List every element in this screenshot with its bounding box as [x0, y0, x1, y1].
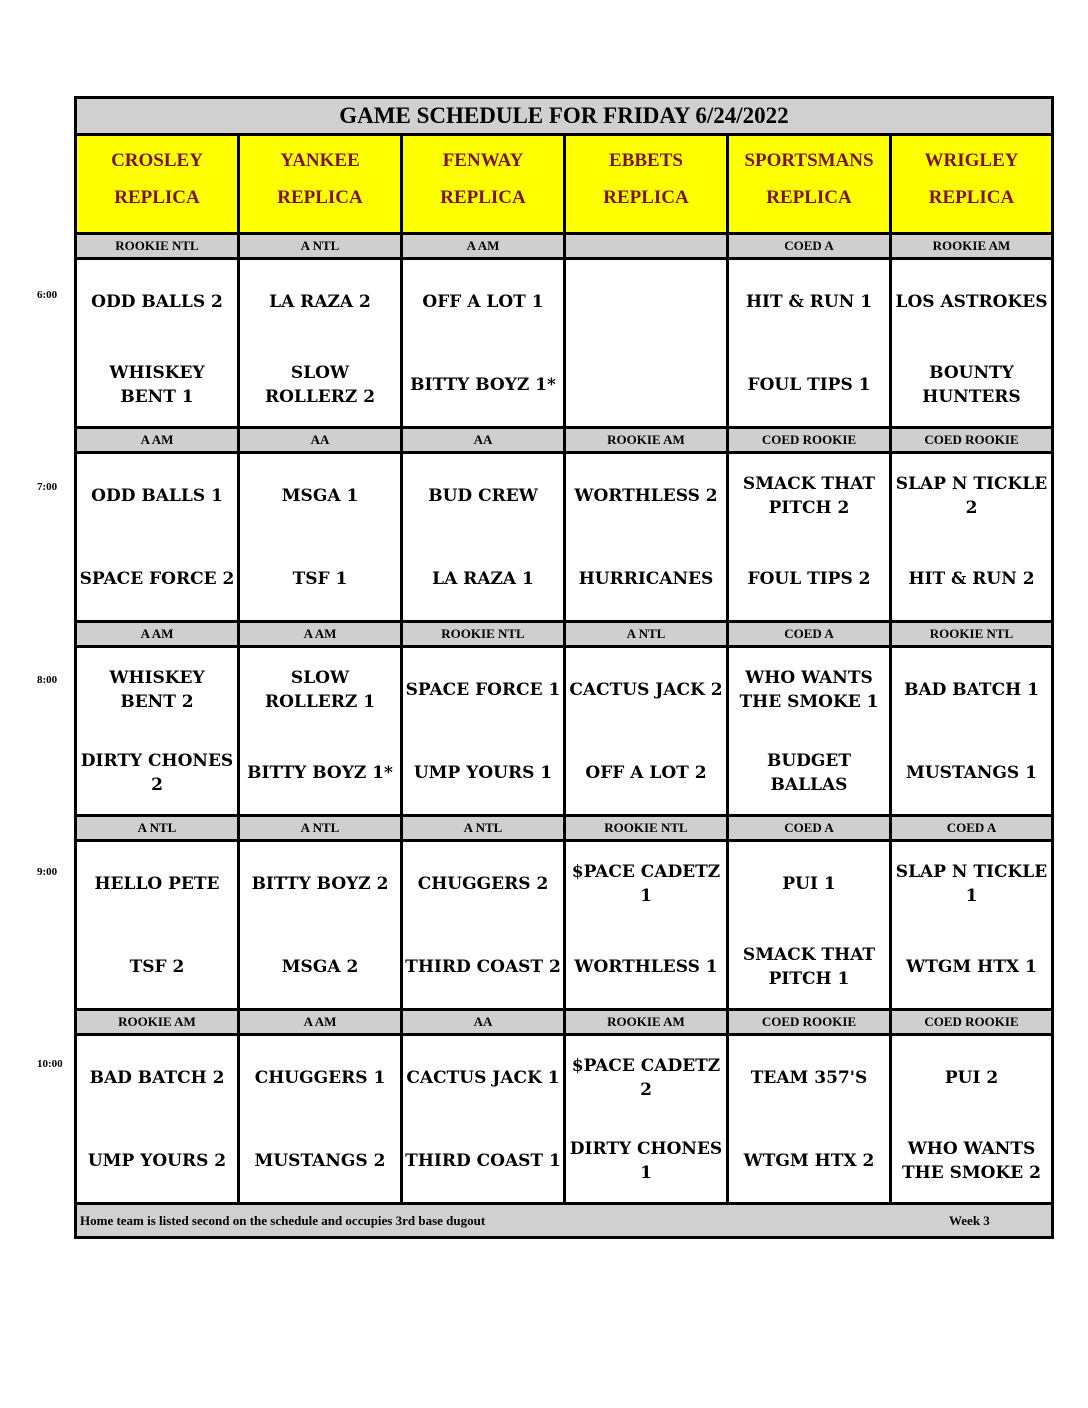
division-label: ROOKIE AM: [566, 1011, 729, 1033]
venue-type: REPLICA: [440, 187, 526, 208]
game-cell: [240, 260, 403, 426]
home-team: WORTHLESS 1: [574, 957, 718, 977]
division-label: A AM: [403, 235, 566, 257]
venue-header-row: [77, 136, 1051, 235]
home-team: HURRICANES: [578, 569, 714, 589]
home-team: UMP YOURS 1: [413, 763, 553, 783]
game-cell: [892, 260, 1051, 426]
away-team: $PACE CADETZ 1: [571, 862, 721, 906]
home-team: DIRTY CHONES 1: [569, 1139, 723, 1183]
away-team: SMACK THAT PITCH 2: [742, 474, 876, 518]
game-row: [77, 454, 1051, 623]
footer: [77, 1205, 1051, 1236]
division-label: ROOKIE AM: [932, 238, 1011, 253]
away-team: HIT & RUN 1: [745, 292, 873, 312]
division-label: A NTL: [240, 235, 403, 257]
home-team: MSGA 2: [281, 957, 359, 977]
home-team: DIRTY CHONES 2: [80, 751, 234, 795]
division-row: [77, 817, 1051, 842]
game-cell: [403, 260, 566, 426]
venue-type: REPLICA: [928, 187, 1015, 208]
game-cell: [892, 842, 1051, 1008]
division-label: A NTL: [240, 817, 403, 839]
game-cell: [729, 260, 892, 426]
time-slots: [77, 235, 1051, 1205]
game-cell: [403, 1036, 566, 1202]
division-label: A NTL: [403, 817, 566, 839]
division-label: COED ROOKIE: [729, 429, 892, 451]
away-team: $PACE CADETZ 2: [571, 1056, 721, 1100]
division-label: COED A: [729, 623, 892, 645]
game-cell: [729, 648, 892, 814]
away-team: LOS ASTROKES: [895, 292, 1048, 312]
venue-header: [566, 136, 729, 232]
home-team: SLOW ROLLERZ 2: [264, 363, 376, 407]
division-row: [77, 1011, 1051, 1036]
division-label: COED A: [946, 820, 997, 835]
away-team: WHISKEY BENT 2: [109, 668, 205, 712]
game-cell: [892, 454, 1051, 620]
away-team: SLOW ROLLERZ 1: [264, 668, 376, 712]
home-team: WTGM HTX 1: [906, 957, 1037, 977]
game-cell: [566, 260, 729, 426]
venue-name: YANKEE: [280, 150, 360, 171]
home-team: FOUL TIPS 1: [747, 375, 871, 395]
home-team: BITTY BOYZ 1*: [247, 763, 393, 783]
home-team: WTGM HTX 2: [743, 1151, 875, 1171]
division-row: [77, 429, 1051, 454]
away-team: SLAP N TICKLE 1: [895, 862, 1048, 906]
division-label: A AM: [77, 429, 240, 451]
away-team: ODD BALLS 1: [91, 486, 223, 506]
game-cell: [77, 454, 240, 620]
game-cell: [240, 1036, 403, 1202]
venue-header: [729, 136, 892, 232]
away-team: HELLO PETE: [94, 874, 220, 894]
home-team: OFF A LOT 2: [585, 763, 707, 783]
division-label: COED A: [729, 817, 892, 839]
away-team: PUI 1: [782, 874, 836, 894]
time-label: 8:00: [37, 674, 58, 686]
game-row: [77, 1036, 1051, 1205]
division-label: AA: [403, 1011, 566, 1033]
game-cell: [892, 1036, 1051, 1202]
away-team: ODD BALLS 2: [91, 292, 223, 312]
venue-type: REPLICA: [603, 187, 689, 208]
venue-type: REPLICA: [114, 187, 200, 208]
division-label: COED ROOKIE: [924, 432, 1019, 447]
time-label: 9:00: [37, 866, 58, 878]
game-cell: [729, 842, 892, 1008]
division-label: COED ROOKIE: [729, 1011, 892, 1033]
page-title: GAME SCHEDULE FOR FRIDAY 6/24/2022: [77, 99, 1051, 136]
away-team: MSGA 1: [281, 486, 359, 506]
division-label: ROOKIE NTL: [77, 235, 240, 257]
venue-name: WRIGLEY: [924, 150, 1019, 171]
game-row: [77, 260, 1051, 429]
game-cell: [566, 648, 729, 814]
game-cell: [729, 1036, 892, 1202]
home-team: THIRD COAST 2: [405, 957, 561, 977]
venue-header: [240, 136, 403, 232]
away-team: SPACE FORCE 1: [405, 680, 561, 700]
away-team: WORTHLESS 2: [574, 486, 718, 506]
division-label: ROOKIE AM: [77, 1011, 240, 1033]
home-team: SPACE FORCE 2: [79, 569, 235, 589]
away-team: BAD BATCH 1: [904, 680, 1039, 700]
home-team: WHO WANTS THE SMOKE 2: [902, 1139, 1041, 1183]
away-team: CACTUS JACK 2: [569, 680, 723, 700]
away-team: TEAM 357'S: [750, 1068, 868, 1088]
game-cell: [77, 260, 240, 426]
away-team: CACTUS JACK 1: [406, 1068, 560, 1088]
home-team: HIT & RUN 2: [908, 569, 1035, 589]
division-label: A AM: [240, 1011, 403, 1033]
division-label: COED A: [729, 235, 892, 257]
away-team: OFF A LOT 1: [422, 292, 544, 312]
venue-header: [77, 136, 240, 232]
game-cell: [77, 1036, 240, 1202]
home-team: TSF 2: [129, 957, 185, 977]
home-team: FOUL TIPS 2: [747, 569, 871, 589]
division-label: COED ROOKIE: [924, 1014, 1019, 1029]
home-team: MUSTANGS 2: [254, 1151, 386, 1171]
away-team: BAD BATCH 2: [89, 1068, 225, 1088]
home-team: UMP YOURS 2: [87, 1151, 227, 1171]
time-label: 7:00: [37, 481, 58, 493]
game-cell: [77, 842, 240, 1008]
away-team: BITTY BOYZ 2: [251, 874, 389, 894]
away-team: CHUGGERS 1: [254, 1068, 386, 1088]
home-team: MUSTANGS 1: [906, 763, 1037, 783]
game-cell: [403, 648, 566, 814]
game-cell: [240, 842, 403, 1008]
venue-name: EBBETS: [609, 150, 683, 171]
division-label: A AM: [77, 623, 240, 645]
time-label: 10:00: [37, 1058, 63, 1070]
away-team: SLAP N TICKLE 2: [895, 474, 1048, 518]
venue-name: FENWAY: [442, 150, 524, 171]
division-label: AA: [240, 429, 403, 451]
away-team: LA RAZA 2: [269, 292, 371, 312]
game-cell: [566, 454, 729, 620]
away-team: [568, 272, 724, 332]
away-team: BUD CREW: [428, 486, 538, 506]
division-row: [77, 623, 1051, 648]
game-cell: [729, 454, 892, 620]
venue-type: REPLICA: [277, 187, 363, 208]
away-team: WHO WANTS THE SMOKE 1: [739, 668, 879, 712]
division-label: A NTL: [566, 623, 729, 645]
division-label: ROOKIE AM: [566, 429, 729, 451]
division-label: A AM: [240, 623, 403, 645]
home-team: BOUNTY HUNTERS: [922, 363, 1021, 407]
division-row: [77, 235, 1051, 260]
week-label: Week 3: [949, 1213, 990, 1228]
away-team: PUI 2: [944, 1068, 999, 1088]
schedule-table: [74, 96, 1054, 1239]
home-team: WHISKEY BENT 1: [109, 363, 205, 407]
game-cell: [240, 454, 403, 620]
division-label: AA: [403, 429, 566, 451]
division-label: ROOKIE NTL: [566, 817, 729, 839]
division-label: ROOKIE NTL: [929, 626, 1014, 641]
game-cell: [566, 842, 729, 1008]
division-label: A NTL: [77, 817, 240, 839]
home-team: BUDGET BALLAS: [766, 751, 852, 795]
time-label: 6:00: [37, 289, 58, 301]
home-team: TSF 1: [292, 569, 348, 589]
venue-header: [892, 136, 1051, 232]
home-team: BITTY BOYZ 1*: [410, 375, 556, 395]
home-team: SMACK THAT PITCH 1: [742, 945, 876, 989]
venue-name: SPORTSMANS: [744, 150, 874, 171]
away-team: CHUGGERS 2: [417, 874, 549, 894]
game-cell: [77, 648, 240, 814]
home-team: LA RAZA 1: [432, 569, 534, 589]
venue-name: CROSLEY: [111, 150, 203, 171]
footer-note: Home team is listed second on the schedule and occupies 3rd base dugout: [80, 1213, 486, 1228]
game-cell: [403, 454, 566, 620]
game-row: [77, 648, 1051, 817]
game-cell: [403, 842, 566, 1008]
home-team: THIRD COAST 1: [405, 1151, 561, 1171]
home-team: [568, 355, 724, 415]
game-cell: [240, 648, 403, 814]
venue-header: [403, 136, 566, 232]
game-cell: [566, 1036, 729, 1202]
venue-type: REPLICA: [766, 187, 852, 208]
game-cell: [892, 648, 1051, 814]
game-row: [77, 842, 1051, 1011]
division-label: [566, 235, 729, 257]
division-label: ROOKIE NTL: [403, 623, 566, 645]
